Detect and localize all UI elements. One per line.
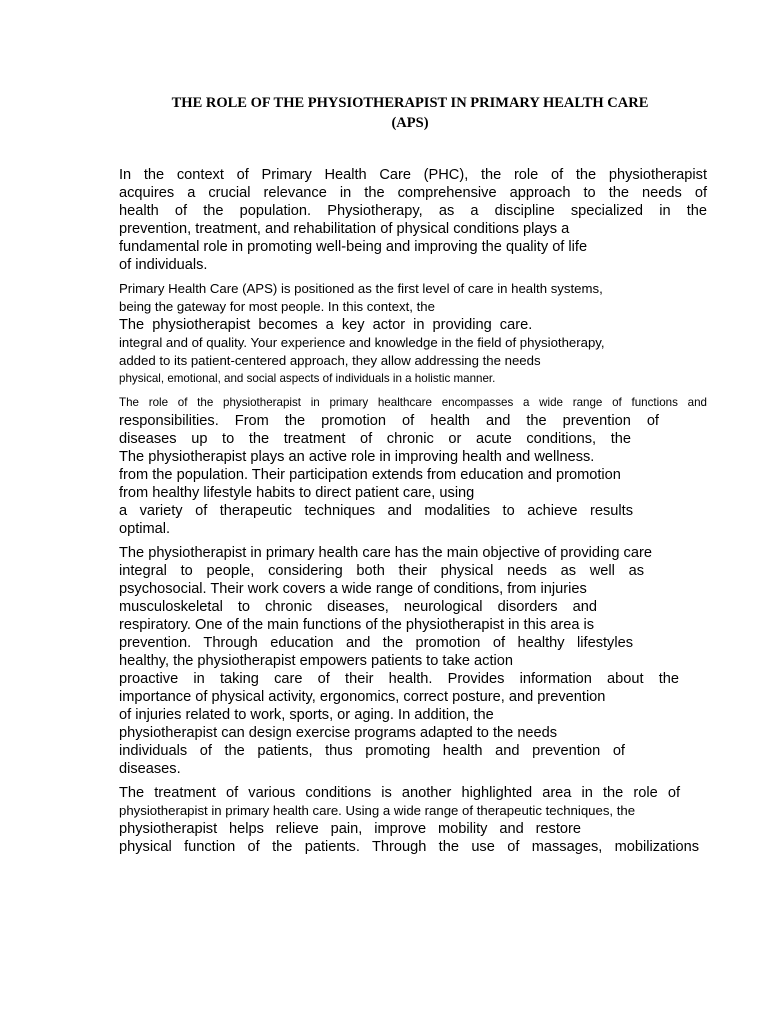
text-line: of individuals. <box>119 257 208 273</box>
text-line: of injuries related to work, sports, or aging. In addition, the <box>119 707 494 723</box>
text-line: from the population. Their participation extends from education and promotion <box>119 467 621 483</box>
paragraph-3 <box>119 394 707 538</box>
text-line: integral and of quality. Your experience and knowledge in the field of physiotherapy, <box>119 335 605 350</box>
text-line: prevention. Through education and the promotion of healthy lifestyles <box>119 635 633 651</box>
text-line: The physiotherapist in primary health care has the main objective of providing care <box>119 545 652 561</box>
title-line-1: THE ROLE OF THE PHYSIOTHERAPIST IN PRIMARY HEALTH CARE <box>171 95 649 111</box>
title-line-2: (APS) <box>391 115 429 131</box>
text-line: optimal. <box>119 521 171 537</box>
text-line: being the gateway for most people. In this context, the <box>119 299 435 314</box>
text-line: integral to people, considering both their physical needs as well as <box>119 563 644 579</box>
paragraph-2 <box>119 280 707 388</box>
text-line: psychosocial. Their work covers a wide range of conditions, from injuries <box>119 581 587 597</box>
text-line: respiratory. One of the main functions of the physiotherapist in this area is <box>119 617 595 633</box>
text-line: proactive in taking care of their health. Provides information about the <box>119 671 679 687</box>
document-body <box>119 166 707 856</box>
text-line: In the context of Primary Health Care (PHC), the role of the physiotherapist <box>119 167 707 183</box>
paragraph-4 <box>119 544 707 778</box>
document-title <box>100 93 720 133</box>
text-line: physiotherapist helps relieve pain, improve mobility and restore <box>119 821 581 837</box>
text-line: physical, emotional, and social aspects of individuals in a holistic manner. <box>119 372 496 385</box>
paragraph-5 <box>119 784 707 856</box>
text-line: a variety of therapeutic techniques and modalities to achieve results <box>119 503 633 519</box>
text-line: physiotherapist can design exercise programs adapted to the needs <box>119 725 558 741</box>
text-line: musculoskeletal to chronic diseases, neurological disorders and <box>119 599 597 615</box>
text-line: fundamental role in promoting well-being and improving the quality of life <box>119 239 588 255</box>
text-line: prevention, treatment, and rehabilitation of physical conditions plays a <box>119 221 570 237</box>
text-line: individuals of the patients, thus promoting health and prevention of <box>119 743 625 759</box>
text-line: from healthy lifestyle habits to direct patient care, using <box>119 485 475 501</box>
text-line: healthy, the physiotherapist empowers patients to take action <box>119 653 513 669</box>
text-line: The physiotherapist becomes a key actor in providing care. <box>119 317 533 333</box>
text-line: diseases up to the treatment of chronic or acute conditions, the <box>119 431 631 447</box>
text-line: responsibilities. From the promotion of health and the prevention of <box>119 413 659 429</box>
text-line: physical function of the patients. Through the use of massages, mobilizations <box>119 839 699 855</box>
text-line: Primary Health Care (APS) is positioned as the first level of care in health systems, <box>119 281 603 296</box>
text-line: acquires a crucial relevance in the comprehensive approach to the needs of <box>119 185 707 201</box>
text-line: added to its patient-centered approach, they allow addressing the needs <box>119 353 541 368</box>
text-line: physiotherapist in primary health care. Using a wide range of therapeutic techniques, the <box>119 803 636 818</box>
paragraph-1 <box>119 166 707 274</box>
text-line: The treatment of various conditions is another highlighted area in the role of <box>119 785 680 801</box>
text-line: The role of the physiotherapist in primary healthcare encompasses a wide range of functions and <box>119 396 707 409</box>
text-line: diseases. <box>119 761 181 777</box>
text-line: health of the population. Physiotherapy, as a discipline specialized in the <box>119 203 707 219</box>
text-line: importance of physical activity, ergonomics, correct posture, and prevention <box>119 689 606 705</box>
text-line: The physiotherapist plays an active role in improving health and wellness. <box>119 449 595 465</box>
